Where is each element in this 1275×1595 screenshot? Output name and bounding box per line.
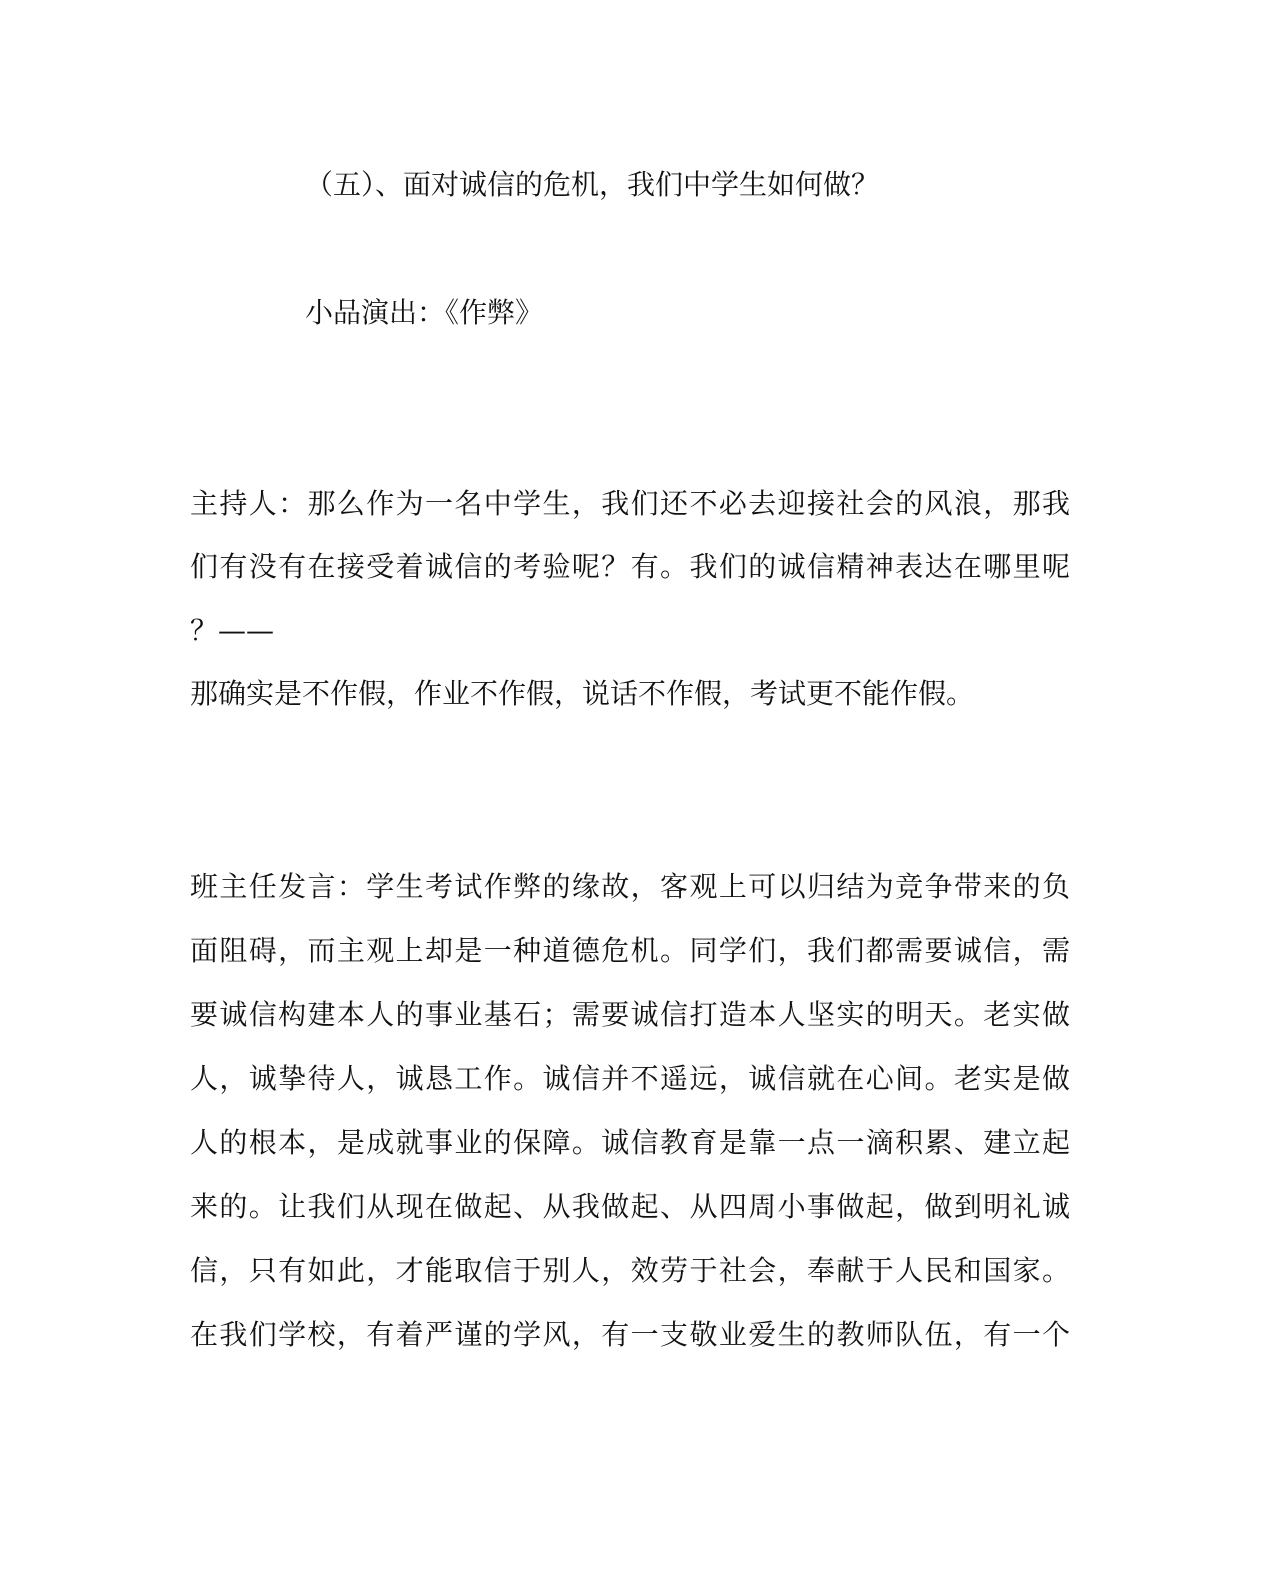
teacher-line: 信，只有如此，才能取信于别人，效劳于社会，奉献于人民和国家。 <box>190 1254 1070 1287</box>
host-line-3: ？—— <box>190 614 275 647</box>
skit-line: 小品演出：《作弊》 <box>305 296 544 329</box>
host-line-1: 主持人：那么作为一名中学生，我们还不必去迎接社会的风浪，那我 <box>190 487 1070 520</box>
teacher-line: 要诚信构建本人的事业基石；需要诚信打造本人坚实的明天。老实做 <box>190 998 1070 1031</box>
teacher-line: 班主任发言：学生考试作弊的缘故，客观上可以归结为竞争带来的负 <box>190 870 1070 903</box>
teacher-line: 面阻碍，而主观上却是一种道德危机。同学们，我们都需要诚信，需 <box>190 934 1070 967</box>
teacher-line: 在我们学校，有着严谨的学风，有一支敬业爱生的教师队伍，有一个 <box>190 1318 1070 1351</box>
host-line-4: 那确实是不作假，作业不作假，说话不作假，考试更不能作假。 <box>190 677 975 710</box>
section-heading: （五）、面对诚信的危机，我们中学生如何做？ <box>305 168 880 201</box>
teacher-line: 来的。让我们从现在做起、从我做起、从四周小事做起，做到明礼诚 <box>190 1190 1070 1223</box>
host-line-2: 们有没有在接受着诚信的考验呢？有。我们的诚信精神表达在哪里呢 <box>190 550 1070 583</box>
teacher-line: 人的根本，是成就事业的保障。诚信教育是靠一点一滴积累、建立起 <box>190 1126 1070 1159</box>
teacher-line: 人，诚挚待人，诚恳工作。诚信并不遥远，诚信就在心间。老实是做 <box>190 1062 1070 1095</box>
